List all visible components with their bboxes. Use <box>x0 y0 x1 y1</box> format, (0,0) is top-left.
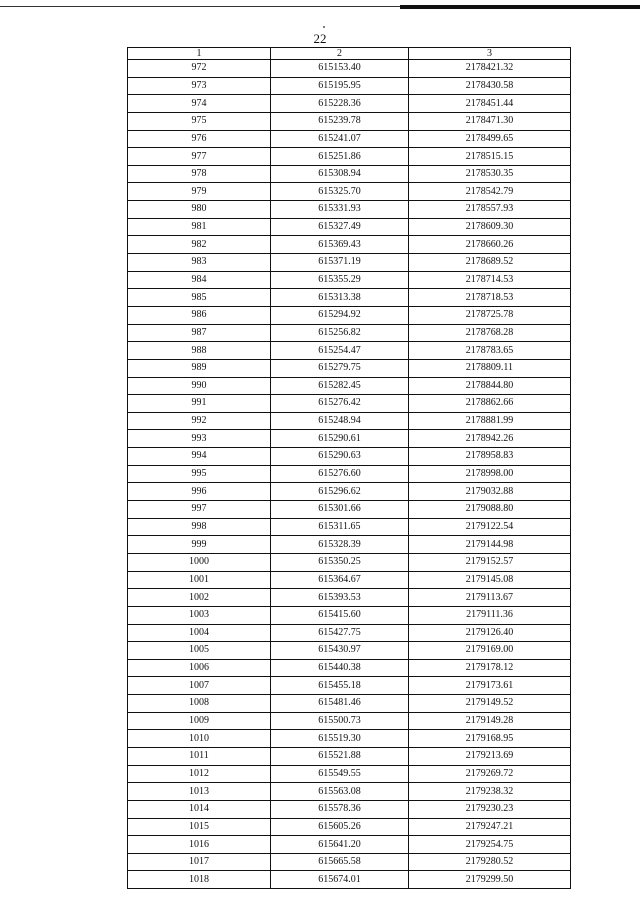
table-header-row <box>128 48 571 60</box>
point-number-cell: 1005 <box>128 642 271 660</box>
x-coordinate-cell: 615301.66 <box>271 501 409 519</box>
point-number-cell: 994 <box>128 448 271 466</box>
point-number-cell: 972 <box>128 60 271 78</box>
x-coordinate-cell: 615327.49 <box>271 218 409 236</box>
x-coordinate-cell: 615455.18 <box>271 677 409 695</box>
top-rule <box>0 2 640 10</box>
table-row <box>128 130 571 148</box>
y-coordinate-cell: 2179144.98 <box>409 536 571 554</box>
point-number-cell: 984 <box>128 271 271 289</box>
table-row <box>128 95 571 113</box>
table-row <box>128 606 571 624</box>
x-coordinate-cell: 615350.25 <box>271 553 409 571</box>
y-coordinate-cell: 2178809.11 <box>409 359 571 377</box>
y-coordinate-cell: 2178499.65 <box>409 130 571 148</box>
y-coordinate-cell: 2178421.32 <box>409 60 571 78</box>
y-coordinate-cell: 2178689.52 <box>409 254 571 272</box>
y-coordinate-cell: 2179126.40 <box>409 624 571 642</box>
table-row <box>128 730 571 748</box>
y-coordinate-cell: 2178430.58 <box>409 77 571 95</box>
y-coordinate-cell: 2178718.53 <box>409 289 571 307</box>
y-coordinate-cell: 2178768.28 <box>409 324 571 342</box>
y-coordinate-cell: 2178725.78 <box>409 306 571 324</box>
point-number-cell: 983 <box>128 254 271 272</box>
point-number-cell: 982 <box>128 236 271 254</box>
y-coordinate-cell: 2179280.52 <box>409 853 571 871</box>
point-number-cell: 1013 <box>128 783 271 801</box>
point-number-cell: 1006 <box>128 659 271 677</box>
point-number-cell: 1007 <box>128 677 271 695</box>
point-number-cell: 989 <box>128 359 271 377</box>
y-coordinate-cell: 2179247.21 <box>409 818 571 836</box>
point-number-cell: 999 <box>128 536 271 554</box>
x-coordinate-cell: 615415.60 <box>271 606 409 624</box>
point-number-cell: 1017 <box>128 853 271 871</box>
column-header-3: 3 <box>409 48 571 60</box>
x-coordinate-cell: 615311.65 <box>271 518 409 536</box>
table-row <box>128 747 571 765</box>
y-coordinate-cell: 2179149.52 <box>409 695 571 713</box>
table-row <box>128 359 571 377</box>
table-row <box>128 77 571 95</box>
point-number-cell: 1002 <box>128 589 271 607</box>
x-coordinate-cell: 615355.29 <box>271 271 409 289</box>
y-coordinate-cell: 2179299.50 <box>409 871 571 889</box>
point-number-cell: 986 <box>128 306 271 324</box>
point-number-cell: 1008 <box>128 695 271 713</box>
x-coordinate-cell: 615641.20 <box>271 836 409 854</box>
point-number-cell: 1009 <box>128 712 271 730</box>
table-body <box>128 60 571 889</box>
x-coordinate-cell: 615153.40 <box>271 60 409 78</box>
y-coordinate-cell: 2179088.80 <box>409 501 571 519</box>
y-coordinate-cell: 2178660.26 <box>409 236 571 254</box>
y-coordinate-cell: 2178881.99 <box>409 412 571 430</box>
y-coordinate-cell: 2179122.54 <box>409 518 571 536</box>
y-coordinate-cell: 2178942.26 <box>409 430 571 448</box>
x-coordinate-cell: 615500.73 <box>271 712 409 730</box>
x-coordinate-cell: 615369.43 <box>271 236 409 254</box>
point-number-cell: 978 <box>128 165 271 183</box>
table-row <box>128 60 571 78</box>
point-number-cell: 997 <box>128 501 271 519</box>
x-coordinate-cell: 615549.55 <box>271 765 409 783</box>
x-coordinate-cell: 615195.95 <box>271 77 409 95</box>
table-row <box>128 712 571 730</box>
point-number-cell: 1012 <box>128 765 271 783</box>
table-row <box>128 659 571 677</box>
point-number-cell: 974 <box>128 95 271 113</box>
point-number-cell: 1010 <box>128 730 271 748</box>
point-number-cell: 990 <box>128 377 271 395</box>
point-number-cell: 993 <box>128 430 271 448</box>
point-number-cell: 988 <box>128 342 271 360</box>
table-row <box>128 377 571 395</box>
table-row <box>128 871 571 889</box>
x-coordinate-cell: 615276.42 <box>271 395 409 413</box>
x-coordinate-cell: 615578.36 <box>271 800 409 818</box>
y-coordinate-cell: 2179238.32 <box>409 783 571 801</box>
y-coordinate-cell: 2178530.35 <box>409 165 571 183</box>
table-row <box>128 553 571 571</box>
table-row <box>128 254 571 272</box>
x-coordinate-cell: 615256.82 <box>271 324 409 342</box>
table-row <box>128 395 571 413</box>
page-number: 22 <box>313 31 327 46</box>
x-coordinate-cell: 615251.86 <box>271 148 409 166</box>
table-row <box>128 783 571 801</box>
x-coordinate-cell: 615290.61 <box>271 430 409 448</box>
point-number-cell: 1018 <box>128 871 271 889</box>
point-number-cell: 996 <box>128 483 271 501</box>
x-coordinate-cell: 615427.75 <box>271 624 409 642</box>
table-row <box>128 853 571 871</box>
y-coordinate-cell: 2178783.65 <box>409 342 571 360</box>
y-coordinate-cell: 2178998.00 <box>409 465 571 483</box>
table-row <box>128 342 571 360</box>
y-coordinate-cell: 2179113.67 <box>409 589 571 607</box>
table-row <box>128 236 571 254</box>
y-coordinate-cell: 2179111.36 <box>409 606 571 624</box>
table-row <box>128 448 571 466</box>
table-row <box>128 165 571 183</box>
x-coordinate-cell: 615674.01 <box>271 871 409 889</box>
x-coordinate-cell: 615519.30 <box>271 730 409 748</box>
top-rule-thick <box>400 5 640 9</box>
x-coordinate-cell: 615563.08 <box>271 783 409 801</box>
point-number-cell: 1015 <box>128 818 271 836</box>
x-coordinate-cell: 615313.38 <box>271 289 409 307</box>
x-coordinate-cell: 615308.94 <box>271 165 409 183</box>
x-coordinate-cell: 615331.93 <box>271 201 409 219</box>
x-coordinate-cell: 615328.39 <box>271 536 409 554</box>
table-row <box>128 201 571 219</box>
x-coordinate-cell: 615521.88 <box>271 747 409 765</box>
y-coordinate-cell: 2178557.93 <box>409 201 571 219</box>
point-number-cell: 992 <box>128 412 271 430</box>
x-coordinate-cell: 615605.26 <box>271 818 409 836</box>
table-row <box>128 412 571 430</box>
x-coordinate-cell: 615290.63 <box>271 448 409 466</box>
table-row <box>128 306 571 324</box>
y-coordinate-cell: 2178451.44 <box>409 95 571 113</box>
point-number-cell: 1000 <box>128 553 271 571</box>
table-row <box>128 183 571 201</box>
y-coordinate-cell: 2179152.57 <box>409 553 571 571</box>
table-row <box>128 836 571 854</box>
x-coordinate-cell: 615665.58 <box>271 853 409 871</box>
y-coordinate-cell: 2179168.95 <box>409 730 571 748</box>
table-row <box>128 430 571 448</box>
y-coordinate-cell: 2178471.30 <box>409 112 571 130</box>
table-row <box>128 818 571 836</box>
x-coordinate-cell: 615239.78 <box>271 112 409 130</box>
y-coordinate-cell: 2179269.72 <box>409 765 571 783</box>
table-row <box>128 589 571 607</box>
table-row <box>128 642 571 660</box>
point-number-cell: 1016 <box>128 836 271 854</box>
table-row <box>128 112 571 130</box>
point-number-cell: 1014 <box>128 800 271 818</box>
column-header-2: 2 <box>271 48 409 60</box>
table-row <box>128 800 571 818</box>
x-coordinate-cell: 615364.67 <box>271 571 409 589</box>
table-row <box>128 324 571 342</box>
point-number-cell: 987 <box>128 324 271 342</box>
y-coordinate-cell: 2179145.08 <box>409 571 571 589</box>
y-coordinate-cell: 2178542.79 <box>409 183 571 201</box>
y-coordinate-cell: 2179149.28 <box>409 712 571 730</box>
point-number-cell: 981 <box>128 218 271 236</box>
table-row <box>128 536 571 554</box>
table-row <box>128 465 571 483</box>
y-coordinate-cell: 2179230.23 <box>409 800 571 818</box>
y-coordinate-cell: 2179213.69 <box>409 747 571 765</box>
point-number-cell: 991 <box>128 395 271 413</box>
y-coordinate-cell: 2178844.80 <box>409 377 571 395</box>
x-coordinate-cell: 615241.07 <box>271 130 409 148</box>
y-coordinate-cell: 2179169.00 <box>409 642 571 660</box>
x-coordinate-cell: 615481.46 <box>271 695 409 713</box>
point-number-cell: 985 <box>128 289 271 307</box>
x-coordinate-cell: 615296.62 <box>271 483 409 501</box>
y-coordinate-cell: 2178958.83 <box>409 448 571 466</box>
y-coordinate-cell: 2178609.30 <box>409 218 571 236</box>
point-number-cell: 1003 <box>128 606 271 624</box>
point-number-cell: 1001 <box>128 571 271 589</box>
x-coordinate-cell: 615282.45 <box>271 377 409 395</box>
x-coordinate-cell: 615276.60 <box>271 465 409 483</box>
point-number-cell: 979 <box>128 183 271 201</box>
x-coordinate-cell: 615279.75 <box>271 359 409 377</box>
column-header-1: 1 <box>128 48 271 60</box>
x-coordinate-cell: 615254.47 <box>271 342 409 360</box>
x-coordinate-cell: 615294.92 <box>271 306 409 324</box>
point-number-cell: 1004 <box>128 624 271 642</box>
table-row <box>128 695 571 713</box>
table-row <box>128 624 571 642</box>
y-coordinate-cell: 2179032.88 <box>409 483 571 501</box>
table-row <box>128 677 571 695</box>
point-number-cell: 998 <box>128 518 271 536</box>
point-number-cell: 980 <box>128 201 271 219</box>
point-number-cell: 976 <box>128 130 271 148</box>
y-coordinate-cell: 2179254.75 <box>409 836 571 854</box>
table-row <box>128 571 571 589</box>
x-coordinate-cell: 615430.97 <box>271 642 409 660</box>
point-number-cell: 1011 <box>128 747 271 765</box>
y-coordinate-cell: 2178862.66 <box>409 395 571 413</box>
x-coordinate-cell: 615248.94 <box>271 412 409 430</box>
point-number-cell: 973 <box>128 77 271 95</box>
point-number-cell: 995 <box>128 465 271 483</box>
table-row <box>128 148 571 166</box>
table-row <box>128 289 571 307</box>
y-coordinate-cell: 2178714.53 <box>409 271 571 289</box>
x-coordinate-cell: 615325.70 <box>271 183 409 201</box>
scan-speck <box>323 26 325 28</box>
table-row <box>128 518 571 536</box>
y-coordinate-cell: 2179173.61 <box>409 677 571 695</box>
table-row <box>128 501 571 519</box>
table-row <box>128 271 571 289</box>
x-coordinate-cell: 615228.36 <box>271 95 409 113</box>
x-coordinate-cell: 615371.19 <box>271 254 409 272</box>
x-coordinate-cell: 615393.53 <box>271 589 409 607</box>
table-row <box>128 483 571 501</box>
y-coordinate-cell: 2178515.15 <box>409 148 571 166</box>
y-coordinate-cell: 2179178.12 <box>409 659 571 677</box>
x-coordinate-cell: 615440.38 <box>271 659 409 677</box>
point-number-cell: 975 <box>128 112 271 130</box>
point-number-cell: 977 <box>128 148 271 166</box>
table-row <box>128 765 571 783</box>
table-row <box>128 218 571 236</box>
coordinates-table <box>127 47 571 889</box>
